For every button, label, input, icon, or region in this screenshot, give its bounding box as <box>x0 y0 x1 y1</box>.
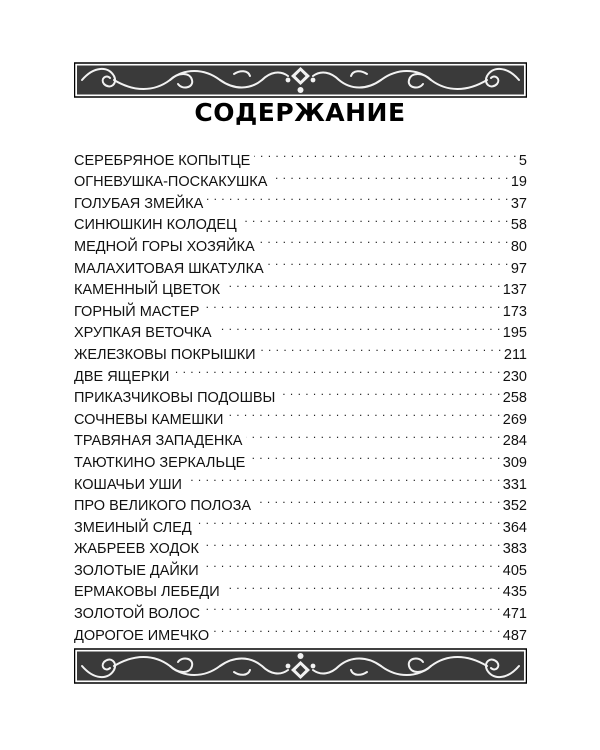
toc-entry-page: 137 <box>502 282 527 299</box>
dot-leader <box>260 337 502 359</box>
dot-leader <box>227 402 500 424</box>
toc-entry-title: МАЛАХИТОВАЯ ШКАТУЛКА <box>74 260 264 277</box>
dot-leader <box>224 273 501 295</box>
bottom-ornament-border <box>74 648 527 684</box>
toc-entry-page: 352 <box>502 498 527 515</box>
toc-entry-page: 5 <box>518 152 527 169</box>
toc-entry-page: 331 <box>502 476 527 493</box>
toc-entry-page: 173 <box>502 303 527 320</box>
dot-leader <box>213 618 501 640</box>
toc-entry-page: 58 <box>510 217 527 234</box>
toc-entry-title: ДОРОГОЕ ИМЕЧКО <box>74 627 210 644</box>
toc-entry-page: 364 <box>502 519 527 536</box>
toc-entry-page: 195 <box>502 325 527 342</box>
toc-entry-title: ГОЛУБАЯ ЗМЕЙКА <box>74 195 204 212</box>
toc-entry-title: ТАЮТКИНО ЗЕРКАЛЬЦЕ <box>74 454 246 471</box>
toc-entry[interactable] <box>74 143 527 169</box>
toc-entry-page: 284 <box>502 433 527 450</box>
table-of-contents <box>74 143 527 661</box>
dot-leader <box>186 467 501 489</box>
toc-entry-page: 405 <box>502 562 527 579</box>
dot-leader <box>254 143 517 165</box>
toc-entry-title: ХРУПКАЯ ВЕТОЧКА <box>74 325 212 342</box>
dot-leader <box>203 553 501 575</box>
toc-entry-page: 269 <box>502 411 527 428</box>
toc-entry-title: СИНЮШКИН КОЛОДЕЦ <box>74 217 237 234</box>
toc-entry-page: 211 <box>503 346 527 363</box>
toc-entry-title: ЖЕЛЕЗКОВЫ ПОКРЫШКИ <box>74 346 256 363</box>
top-ornament-border <box>74 62 527 98</box>
dot-leader <box>246 424 500 446</box>
page-title: СОДЕРЖАНИЕ <box>194 98 406 127</box>
toc-entry-page: 37 <box>510 195 527 212</box>
dot-leader <box>173 359 500 381</box>
dot-leader <box>259 229 509 251</box>
toc-entry-title: КАМЕННЫЙ ЦВЕТОК <box>74 282 221 299</box>
dot-leader <box>249 445 500 467</box>
dot-leader <box>196 510 501 532</box>
dot-leader <box>207 186 509 208</box>
toc-entry-title: СОЧНЕВЫ КАМЕШКИ <box>74 411 224 428</box>
toc-entry-page: 19 <box>510 174 527 191</box>
toc-entry-title: ДВЕ ЯЩЕРКИ <box>74 368 170 385</box>
toc-entry-title: ЗОЛОТОЙ ВОЛОС <box>74 606 201 623</box>
toc-entry-page: 258 <box>502 390 527 407</box>
dot-leader <box>241 208 509 230</box>
dot-leader <box>204 596 501 618</box>
toc-entry-title: ОГНЕВУШКА-ПОСКАКУШКА <box>74 174 268 191</box>
ornament-icon <box>74 62 527 98</box>
dot-leader <box>268 251 509 273</box>
toc-entry-page: 487 <box>502 627 527 644</box>
toc-entry-title: ЗОЛОТЫЕ ДАЙКИ <box>74 562 199 579</box>
toc-entry-page: 471 <box>502 606 527 623</box>
toc-entry-title: МЕДНОЙ ГОРЫ ХОЗЯЙКА <box>74 238 255 255</box>
toc-entry-page: 383 <box>502 541 527 558</box>
toc-entry-page: 309 <box>502 454 527 471</box>
dot-leader <box>216 316 501 338</box>
toc-entry-page: 435 <box>502 584 527 601</box>
dot-leader <box>255 489 501 511</box>
dot-leader <box>203 532 501 554</box>
toc-entry-page: 80 <box>510 238 527 255</box>
toc-entry-title: ЖАБРЕЕВ ХОДОК <box>74 541 199 558</box>
dot-leader <box>224 575 501 597</box>
toc-entry-title: ПРИКАЗЧИКОВЫ ПОДОШВЫ <box>74 390 276 407</box>
toc-entry-title: ГОРНЫЙ МАСТЕР <box>74 303 200 320</box>
toc-entry-title: ТРАВЯНАЯ ЗАПАДЕНКА <box>74 433 243 450</box>
dot-leader <box>203 294 500 316</box>
dot-leader <box>271 165 508 187</box>
toc-entry-page: 230 <box>502 368 527 385</box>
dot-leader <box>279 381 500 403</box>
toc-entry-title: ПРО ВЕЛИКОГО ПОЛОЗА <box>74 498 252 515</box>
toc-entry-page: 97 <box>510 260 527 277</box>
toc-entry-title: ЗМЕИНЫЙ СЛЕД <box>74 519 192 536</box>
toc-entry-title: КОШАЧЬИ УШИ <box>74 476 182 493</box>
toc-entry-title: ЕРМАКОВЫ ЛЕБЕДИ <box>74 584 220 601</box>
toc-entry-title: СЕРЕБРЯНОЕ КОПЫТЦЕ <box>74 152 251 169</box>
ornament-icon <box>74 648 527 684</box>
